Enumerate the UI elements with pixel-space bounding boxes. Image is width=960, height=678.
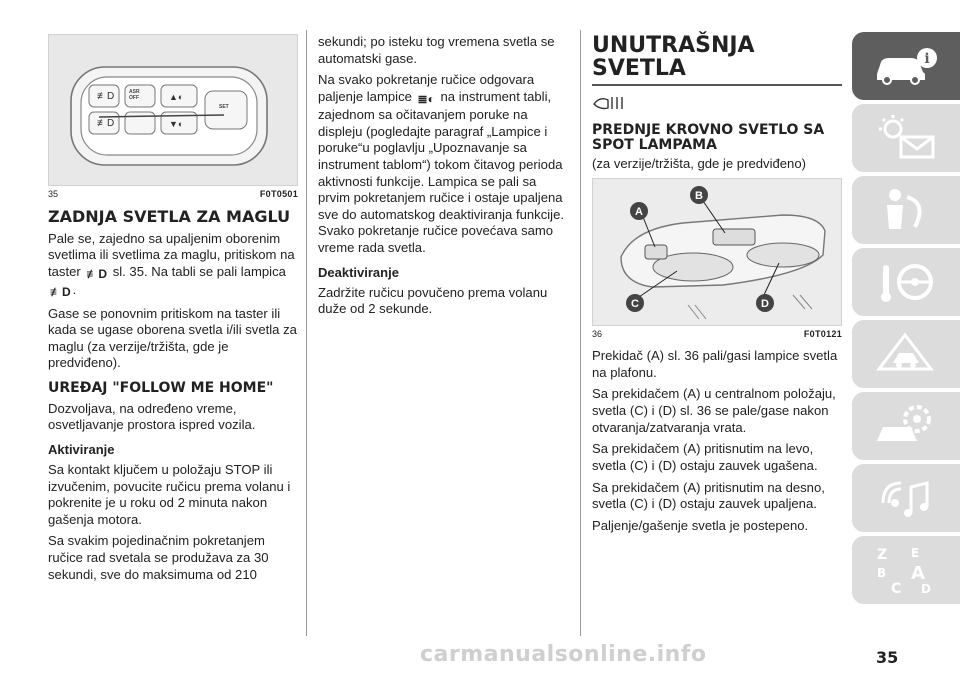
driving-icon bbox=[871, 257, 941, 307]
svg-text:▼◐: ▼◐ bbox=[169, 119, 184, 129]
text-cont-2a: Na svako pokretanje ručice odgovara paljenje lampice bbox=[318, 72, 535, 104]
figure-35-caption bbox=[48, 189, 298, 199]
figure-code: F0T0501 bbox=[259, 189, 298, 199]
svg-text:D: D bbox=[921, 582, 931, 596]
label-C: C bbox=[631, 298, 639, 311]
fog-switch-illustration bbox=[49, 35, 298, 186]
paragraph-activation-2: Sa svakim pojedinačnim pokretanjem ručice rad svetala se produžava za 30 sekundi, sve do maksimuma od 210 bbox=[48, 533, 269, 582]
heading-activation: Aktiviranje bbox=[48, 441, 115, 457]
paragraph-roof-4: Sa prekidačem (A) pritisnutim na desno, svetla (C) i (D) ostaju zauvek upaljena. bbox=[592, 479, 825, 512]
low-beam-icon: ≣◐ bbox=[417, 91, 435, 106]
paragraph-follow: Dozvoljava, na određeno vreme, osvetljavanje prostora ispred vozila. bbox=[48, 400, 256, 433]
svg-text:SET: SET bbox=[219, 104, 229, 110]
paragraph-roof-5: Paljenje/gašenje svetla je postepeno. bbox=[592, 517, 809, 533]
figure-code: F0T0121 bbox=[803, 329, 842, 340]
roof-light-illustration bbox=[593, 179, 842, 326]
fog-switch-figure bbox=[48, 34, 298, 186]
svg-text:ASR: ASR bbox=[129, 89, 140, 95]
text-cont-2b: na instrument tabli, zajednom sa očitavanjem poruke na displeju (pogledajte paragraf „Lampice i poruke“u poglavlju „Upoznavanje sa instrument tablom“) tokom čitavog perioda aktivnosti funkcije. Lampica se pali sa prvim pokretanjem ručice i ostaje upaljena sve do automatskog deaktiviranja funkcije. Svako pokretanje ručice povećava samo vreme rada svetla. bbox=[318, 88, 565, 256]
paragraph-deactivation: Zadržite ručicu povučeno prema volanu duže od 2 sekunde. bbox=[318, 284, 548, 317]
paragraph-roof-note: (za verzije/tržišta, gde je predviđeno) bbox=[592, 155, 806, 171]
svg-text:▲◐: ▲◐ bbox=[169, 92, 184, 102]
paragraph-continue-1: sekundi; po isteku tog vremena svetla se automatski gase. bbox=[318, 34, 555, 66]
column-right bbox=[592, 34, 842, 534]
tab-maintenance[interactable] bbox=[852, 392, 960, 460]
heading-deactivation: Deaktiviranje bbox=[318, 264, 399, 280]
svg-text:B: B bbox=[877, 566, 887, 580]
svg-text:Z: Z bbox=[877, 547, 888, 563]
car-info-icon bbox=[871, 44, 941, 88]
heading-rear-fog: ZADNJA SVETLA ZA MAGLU bbox=[48, 207, 291, 226]
section-title: UNUTRAŠNJA SVETLA bbox=[592, 33, 755, 82]
paragraph-fog-1 bbox=[48, 231, 298, 301]
paragraph-roof-1: Prekidač (A) sl. 36 pali/gasi lampice svetla na plafonu. bbox=[592, 348, 838, 380]
svg-text:E: E bbox=[911, 546, 920, 560]
paragraph-roof-3: Sa prekidačem (A) pritisnutim na levo, svetla (C) i (D) ostaju zauvek ugašena. bbox=[592, 441, 818, 473]
column-divider-1 bbox=[306, 30, 307, 636]
svg-text:i: i bbox=[924, 51, 930, 67]
paragraph-activation-1: Sa kontakt ključem u položaju STOP ili izvučenim, povucite ručicu prema volanu i pokrenite je u roku od 2 minuta nakon gašenja motora. bbox=[48, 461, 291, 527]
interior-light-icon bbox=[592, 94, 842, 117]
column-divider-2 bbox=[580, 30, 581, 636]
title-rule bbox=[592, 84, 842, 86]
figure-number: 36 bbox=[592, 329, 603, 340]
heading-follow-me-home: UREĐAJ "FOLLOW ME HOME" bbox=[48, 380, 274, 397]
label-D: D bbox=[761, 298, 769, 311]
paragraph-continue-2 bbox=[318, 72, 570, 256]
watermark: carmanualsonline.info bbox=[420, 642, 707, 667]
index-icon bbox=[871, 543, 941, 597]
tab-warning-lights[interactable] bbox=[852, 104, 960, 172]
chapter-sidebar bbox=[852, 32, 960, 608]
tab-car-info[interactable] bbox=[852, 32, 960, 100]
emergency-icon bbox=[871, 329, 941, 379]
column-middle bbox=[318, 34, 570, 318]
tab-index[interactable] bbox=[852, 536, 960, 604]
text-fog-1b: sl. 35. Na tabli se pali lampica bbox=[112, 264, 286, 280]
warning-lights-icon bbox=[871, 113, 941, 163]
paragraph-roof-2: Sa prekidačem (A) u centralnom položaju, svetla (C) i (D) sl. 36 se pale/gase nakon otvaranja/zatvaranja vrata. bbox=[592, 386, 836, 435]
svg-text:A: A bbox=[911, 563, 925, 584]
page-number: 35 bbox=[876, 648, 899, 667]
figure-number: 35 bbox=[48, 189, 59, 199]
column-left bbox=[48, 34, 298, 583]
tab-safety[interactable] bbox=[852, 176, 960, 244]
svg-text:≢D: ≢D bbox=[97, 91, 115, 102]
maintenance-icon bbox=[871, 401, 941, 451]
label-A: A bbox=[635, 206, 643, 219]
tab-multimedia[interactable] bbox=[852, 464, 960, 532]
paragraph-fog-2: Gase se ponovnim pritiskom na taster ili kada se ugase oborena svetla i/ili svetla za maglu (za verzije/tržišta, gde je predviđeno). bbox=[48, 305, 297, 371]
heading-front-roof-light: PREDNJE KROVNO SVETLO SA SPOT LAMPAMA bbox=[592, 122, 825, 153]
rear-fog-icon: ≢D bbox=[86, 267, 108, 282]
svg-text:≢D: ≢D bbox=[97, 118, 115, 129]
label-B: B bbox=[695, 190, 703, 203]
text-fog-1a: Pale se, zajedno sa upaljenim oborenim svetlima ili svetlima za maglu, pritiskom na taster bbox=[48, 230, 295, 280]
svg-text:C: C bbox=[891, 581, 902, 597]
figure-36-caption bbox=[592, 329, 842, 339]
safety-icon bbox=[871, 185, 941, 235]
svg-text:OFF: OFF bbox=[129, 95, 139, 101]
multimedia-icon bbox=[871, 473, 941, 523]
roof-light-figure bbox=[592, 178, 842, 326]
tab-emergency[interactable] bbox=[852, 320, 960, 388]
rear-fog-lamp-icon: ≢D bbox=[50, 285, 71, 300]
tab-driving[interactable] bbox=[852, 248, 960, 316]
text-fog-1c: . bbox=[72, 282, 77, 298]
